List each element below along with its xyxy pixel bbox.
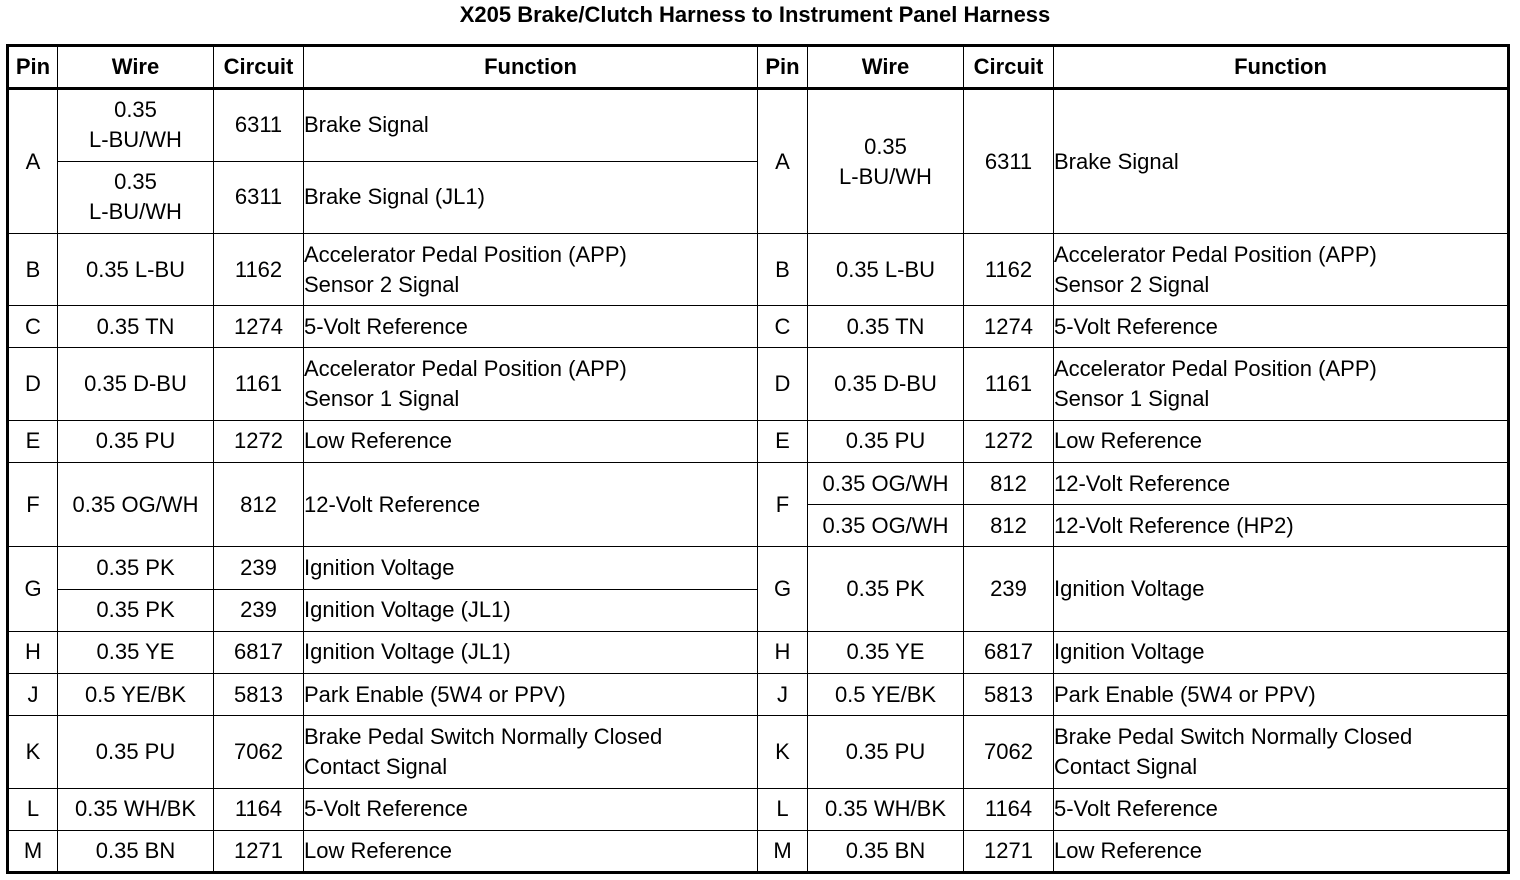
- wire-cell: 0.35 YE: [58, 631, 214, 673]
- function-line: Sensor 1 Signal: [1054, 386, 1210, 412]
- pin-cell: E: [8, 420, 58, 462]
- function-cell: 5-Volt Reference: [304, 306, 758, 348]
- function-cell: [304, 348, 758, 420]
- wire-cell: 0.35 OG/WH: [808, 462, 964, 504]
- pin-cell: H: [758, 631, 808, 673]
- circuit-cell: 1162: [964, 233, 1054, 305]
- pin-cell: J: [758, 674, 808, 716]
- wire-cell: 0.35 WH/BK: [808, 788, 964, 830]
- header-function: Function: [304, 46, 758, 89]
- pin-cell: M: [758, 830, 808, 872]
- circuit-cell: 6311: [214, 161, 304, 233]
- header-circuit: Circuit: [214, 46, 304, 89]
- table-row: [8, 348, 1509, 420]
- function-cell: Low Reference: [1054, 420, 1509, 462]
- function-cell: Ignition Voltage (JL1): [304, 589, 758, 631]
- circuit-cell: 1161: [214, 348, 304, 420]
- function-cell: 12-Volt Reference: [304, 462, 758, 546]
- circuit-cell: 1274: [964, 306, 1054, 348]
- function-line: Sensor 2 Signal: [304, 271, 460, 297]
- pin-cell: D: [8, 348, 58, 420]
- circuit-cell: 6817: [964, 631, 1054, 673]
- function-line: Contact Signal: [1054, 753, 1198, 779]
- wire-cell: 0.35 TN: [808, 306, 964, 348]
- circuit-cell: 1162: [214, 233, 304, 305]
- wire-cell: 0.5 YE/BK: [58, 674, 214, 716]
- pin-cell: G: [8, 547, 58, 631]
- pin-cell: L: [8, 788, 58, 830]
- circuit-cell: 6817: [214, 631, 304, 673]
- function-cell: Ignition Voltage: [304, 547, 758, 589]
- function-line: Brake Pedal Switch Normally Closed: [304, 723, 663, 749]
- circuit-cell: 812: [964, 505, 1054, 547]
- circuit-cell: 239: [964, 547, 1054, 631]
- function-cell: Brake Signal: [304, 89, 758, 161]
- pin-cell: M: [8, 830, 58, 872]
- function-cell: Park Enable (5W4 or PPV): [304, 674, 758, 716]
- wire-cell: [808, 89, 964, 234]
- function-cell: 5-Volt Reference: [1054, 306, 1509, 348]
- wire-cell: 0.35 PK: [808, 547, 964, 631]
- table-row: [8, 233, 1509, 305]
- function-cell: 5-Volt Reference: [304, 788, 758, 830]
- wire-gauge: 0.35: [114, 169, 157, 195]
- pin-cell: L: [758, 788, 808, 830]
- circuit-cell: 812: [964, 462, 1054, 504]
- circuit-cell: 1271: [964, 830, 1054, 872]
- pin-cell: F: [8, 462, 58, 546]
- wire-cell: 0.35 L-BU: [808, 233, 964, 305]
- circuit-cell: 1164: [964, 788, 1054, 830]
- pin-cell: A: [758, 89, 808, 234]
- function-line: Contact Signal: [304, 753, 448, 779]
- wire-cell: 0.35 OG/WH: [808, 505, 964, 547]
- table-row: [8, 631, 1509, 673]
- wire-cell: 0.35 PU: [808, 420, 964, 462]
- table-row: [8, 89, 1509, 161]
- function-cell: 12-Volt Reference: [1054, 462, 1509, 504]
- wire-color: L-BU/WH: [89, 199, 182, 225]
- header-pin: Pin: [758, 46, 808, 89]
- header-function: Function: [1054, 46, 1509, 89]
- wire-cell: 0.35 PK: [58, 547, 214, 589]
- function-cell: [1054, 716, 1509, 788]
- function-line: Brake Pedal Switch Normally Closed: [1054, 723, 1413, 749]
- wire-cell: 0.35 TN: [58, 306, 214, 348]
- wire-color: L-BU/WH: [89, 127, 182, 153]
- header-row: [8, 46, 1509, 89]
- circuit-cell: 1161: [964, 348, 1054, 420]
- pin-cell: D: [758, 348, 808, 420]
- pin-cell: B: [8, 233, 58, 305]
- pin-cell: H: [8, 631, 58, 673]
- function-cell: Ignition Voltage: [1054, 547, 1509, 631]
- circuit-cell: 6311: [214, 89, 304, 161]
- circuit-cell: 239: [214, 589, 304, 631]
- function-cell: Low Reference: [1054, 830, 1509, 872]
- wire-cell: 0.35 BN: [58, 830, 214, 872]
- function-cell: 12-Volt Reference (HP2): [1054, 505, 1509, 547]
- pin-cell: A: [8, 89, 58, 234]
- wire-cell: [58, 89, 214, 161]
- pin-cell: K: [758, 716, 808, 788]
- wire-gauge: 0.35: [864, 133, 907, 159]
- wire-color: L-BU/WH: [839, 163, 932, 189]
- function-line: Accelerator Pedal Position (APP): [1054, 241, 1377, 267]
- table-row: [8, 306, 1509, 348]
- pin-cell: K: [8, 716, 58, 788]
- header-pin: Pin: [8, 46, 58, 89]
- function-cell: 5-Volt Reference: [1054, 788, 1509, 830]
- circuit-cell: 239: [214, 547, 304, 589]
- function-line: Sensor 1 Signal: [304, 386, 460, 412]
- circuit-cell: 5813: [214, 674, 304, 716]
- function-cell: [304, 716, 758, 788]
- function-line: Accelerator Pedal Position (APP): [1054, 356, 1377, 382]
- function-cell: Brake Signal (JL1): [304, 161, 758, 233]
- circuit-cell: 1164: [214, 788, 304, 830]
- wire-cell: 0.35 D-BU: [808, 348, 964, 420]
- header-wire: Wire: [58, 46, 214, 89]
- wire-cell: 0.35 L-BU: [58, 233, 214, 305]
- table-title: X205 Brake/Clutch Harness to Instrument Panel Harness: [459, 2, 1051, 27]
- table-row: [8, 547, 1509, 589]
- wire-cell: 0.35 WH/BK: [58, 788, 214, 830]
- pin-cell: B: [758, 233, 808, 305]
- function-cell: Brake Signal: [1054, 89, 1509, 234]
- table-row: [8, 788, 1509, 830]
- table-row: [8, 462, 1509, 504]
- wire-cell: 0.5 YE/BK: [808, 674, 964, 716]
- pin-cell: C: [758, 306, 808, 348]
- wire-gauge: 0.35: [114, 97, 157, 123]
- function-cell: Ignition Voltage (JL1): [304, 631, 758, 673]
- function-line: Accelerator Pedal Position (APP): [304, 241, 627, 267]
- circuit-cell: 1272: [964, 420, 1054, 462]
- function-cell: [304, 233, 758, 305]
- function-line: Accelerator Pedal Position (APP): [304, 356, 627, 382]
- pin-cell: E: [758, 420, 808, 462]
- wire-cell: 0.35 YE: [808, 631, 964, 673]
- table-row: [8, 716, 1509, 788]
- wire-cell: 0.35 D-BU: [58, 348, 214, 420]
- circuit-cell: 7062: [964, 716, 1054, 788]
- circuit-cell: 6311: [964, 89, 1054, 234]
- wire-cell: 0.35 PU: [808, 716, 964, 788]
- function-cell: [1054, 233, 1509, 305]
- wire-cell: 0.35 PU: [58, 420, 214, 462]
- circuit-cell: 812: [214, 462, 304, 546]
- pin-cell: F: [758, 462, 808, 546]
- wire-cell: 0.35 PU: [58, 716, 214, 788]
- pin-cell: G: [758, 547, 808, 631]
- wire-cell: 0.35 BN: [808, 830, 964, 872]
- pin-cell: J: [8, 674, 58, 716]
- function-cell: Low Reference: [304, 830, 758, 872]
- circuit-cell: 5813: [964, 674, 1054, 716]
- wire-cell: [58, 161, 214, 233]
- table-row: [8, 830, 1509, 872]
- circuit-cell: 1274: [214, 306, 304, 348]
- function-cell: Low Reference: [304, 420, 758, 462]
- function-cell: Park Enable (5W4 or PPV): [1054, 674, 1509, 716]
- function-cell: [1054, 348, 1509, 420]
- pin-cell: C: [8, 306, 58, 348]
- function-line: Sensor 2 Signal: [1054, 271, 1210, 297]
- connector-pinout-table: [6, 44, 1510, 874]
- table-row: [8, 420, 1509, 462]
- header-circuit: Circuit: [964, 46, 1054, 89]
- circuit-cell: 1272: [214, 420, 304, 462]
- header-wire: Wire: [808, 46, 964, 89]
- function-cell: Ignition Voltage: [1054, 631, 1509, 673]
- circuit-cell: 1271: [214, 830, 304, 872]
- wire-cell: 0.35 OG/WH: [58, 462, 214, 546]
- circuit-cell: 7062: [214, 716, 304, 788]
- wire-cell: 0.35 PK: [58, 589, 214, 631]
- table-row: [8, 674, 1509, 716]
